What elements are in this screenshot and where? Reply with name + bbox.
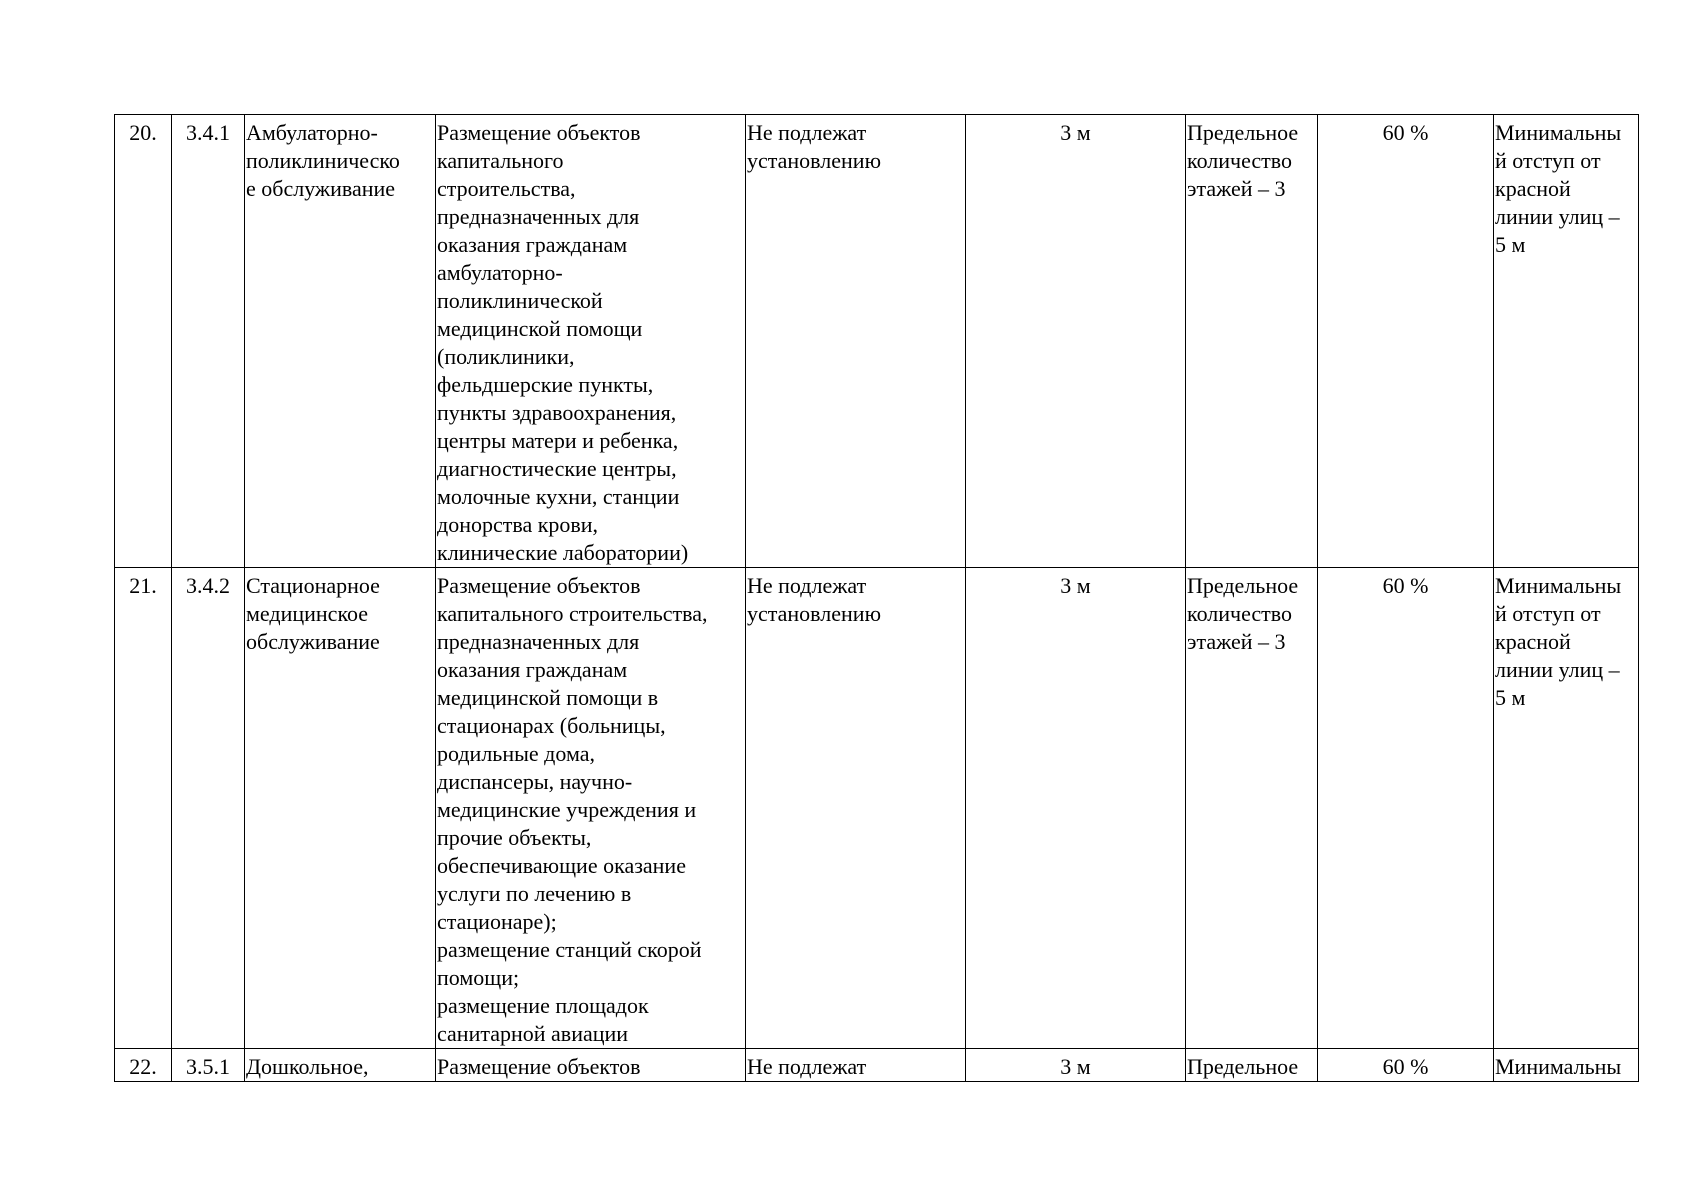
table-row (115, 568, 1639, 1049)
cell-text-line: красной (1495, 176, 1571, 201)
cell-text-line: е обслуживание (246, 176, 396, 201)
coverage-cell: 60 % (1318, 1049, 1494, 1082)
cell-text-line: й отступ от (1495, 148, 1601, 173)
cell-text-line: медицинские учреждения и (437, 797, 697, 822)
cell-text-line: (поликлиники, (437, 344, 575, 369)
plot-area-cell (746, 115, 966, 568)
cell-text-line: этажей – 3 (1187, 176, 1286, 201)
cell-text-line: Минимальны (1495, 1054, 1622, 1079)
cell-text-line: предназначенных для (437, 629, 640, 654)
table-row (115, 115, 1639, 568)
floors-limit-cell (1186, 568, 1318, 1049)
cell-text-line: прочие объекты, (437, 825, 592, 850)
cell-text-line: амбулаторно- (437, 260, 563, 285)
red-line-setback-cell (1494, 115, 1639, 568)
row-number-cell: 21. (115, 568, 172, 1049)
cell-text-line: оказания гражданам (437, 657, 628, 682)
cell-text-line: Дошкольное, (246, 1054, 369, 1079)
setback-cell: 3 м (966, 1049, 1186, 1082)
red-line-setback-cell (1494, 1049, 1639, 1082)
cell-text-line: капитального строительства, (437, 601, 708, 626)
cell-text-line: диагностические центры, (437, 456, 677, 481)
coverage-cell: 60 % (1318, 568, 1494, 1049)
cell-text-line: поликлиническо (246, 148, 400, 173)
setback-cell: 3 м (966, 568, 1186, 1049)
cell-text-line: 5 м (1495, 232, 1526, 257)
cell-text-line: предназначенных для (437, 204, 640, 229)
cell-text-line: Предельное (1187, 1054, 1299, 1079)
cell-text-line: диспансеры, научно- (437, 769, 633, 794)
cell-text-line: фельдшерские пункты, (437, 372, 654, 397)
cell-text-line: размещение площадок (437, 993, 649, 1018)
cell-text-line: медицинской помощи (437, 316, 643, 341)
plot-area-cell (746, 568, 966, 1049)
cell-text-line: капитального (437, 148, 564, 173)
cell-text-line: строительства, (437, 176, 576, 201)
row-number-cell: 20. (115, 115, 172, 568)
table-row (115, 1049, 1639, 1082)
cell-text-line: линии улиц – (1495, 657, 1620, 682)
setback-cell: 3 м (966, 115, 1186, 568)
cell-text-line: Размещение объектов (437, 573, 641, 598)
cell-text-line: родильные дома, (437, 741, 595, 766)
cell-text-line: установлению (747, 148, 882, 173)
cell-text-line: Минимальны (1495, 120, 1622, 145)
cell-text-line: клинические лаборатории) (437, 540, 689, 565)
use-code-cell: 3.4.2 (172, 568, 245, 1049)
cell-text-line: Предельное (1187, 573, 1299, 598)
cell-text-line: услуги по лечению в (437, 881, 632, 906)
floors-limit-cell (1186, 115, 1318, 568)
cell-text-line: этажей – 3 (1187, 629, 1286, 654)
use-name-cell (245, 1049, 436, 1082)
cell-text-line: Предельное (1187, 120, 1299, 145)
cell-text-line: медицинской помощи в (437, 685, 659, 710)
cell-text-line: молочные кухни, станции (437, 484, 680, 509)
table-body (115, 115, 1639, 1082)
cell-text-line: Не подлежат (747, 1054, 867, 1079)
cell-text-line: Амбулаторно- (246, 120, 378, 145)
cell-text-line: оказания гражданам (437, 232, 628, 257)
cell-text-line: Не подлежат (747, 120, 867, 145)
floors-limit-cell (1186, 1049, 1318, 1082)
cell-text-line: помощи; (437, 965, 520, 990)
cell-text-line: установлению (747, 601, 882, 626)
document-page (114, 114, 1638, 1082)
cell-text-line: размещение станций скорой (437, 937, 702, 962)
cell-text-line: 5 м (1495, 685, 1526, 710)
cell-text-line: Размещение объектов (437, 120, 641, 145)
cell-text-line: донорства крови, (437, 512, 599, 537)
use-description-cell (436, 568, 746, 1049)
regulations-table (114, 114, 1639, 1082)
use-description-cell (436, 115, 746, 568)
cell-text-line: обслуживание (246, 629, 380, 654)
plot-area-cell (746, 1049, 966, 1082)
cell-text-line: стационарах (больницы, (437, 713, 666, 738)
use-description-cell (436, 1049, 746, 1082)
cell-text-line: Стационарное (246, 573, 380, 598)
row-number-cell: 22. (115, 1049, 172, 1082)
cell-text-line: медицинское (246, 601, 369, 626)
cell-text-line: центры матери и ребенка, (437, 428, 679, 453)
cell-text-line: стационаре); (437, 909, 557, 934)
red-line-setback-cell (1494, 568, 1639, 1049)
use-code-cell: 3.5.1 (172, 1049, 245, 1082)
cell-text-line: поликлинической (437, 288, 603, 313)
use-name-cell (245, 568, 436, 1049)
cell-text-line: й отступ от (1495, 601, 1601, 626)
use-code-cell: 3.4.1 (172, 115, 245, 568)
cell-text-line: количество (1187, 148, 1293, 173)
cell-text-line: санитарной авиации (437, 1021, 629, 1046)
cell-text-line: пункты здравоохранения, (437, 400, 677, 425)
cell-text-line: количество (1187, 601, 1293, 626)
use-name-cell (245, 115, 436, 568)
cell-text-line: Размещение объектов (437, 1054, 641, 1079)
cell-text-line: красной (1495, 629, 1571, 654)
coverage-cell: 60 % (1318, 115, 1494, 568)
cell-text-line: обеспечивающие оказание (437, 853, 686, 878)
cell-text-line: Минимальны (1495, 573, 1622, 598)
cell-text-line: линии улиц – (1495, 204, 1620, 229)
cell-text-line: Не подлежат (747, 573, 867, 598)
